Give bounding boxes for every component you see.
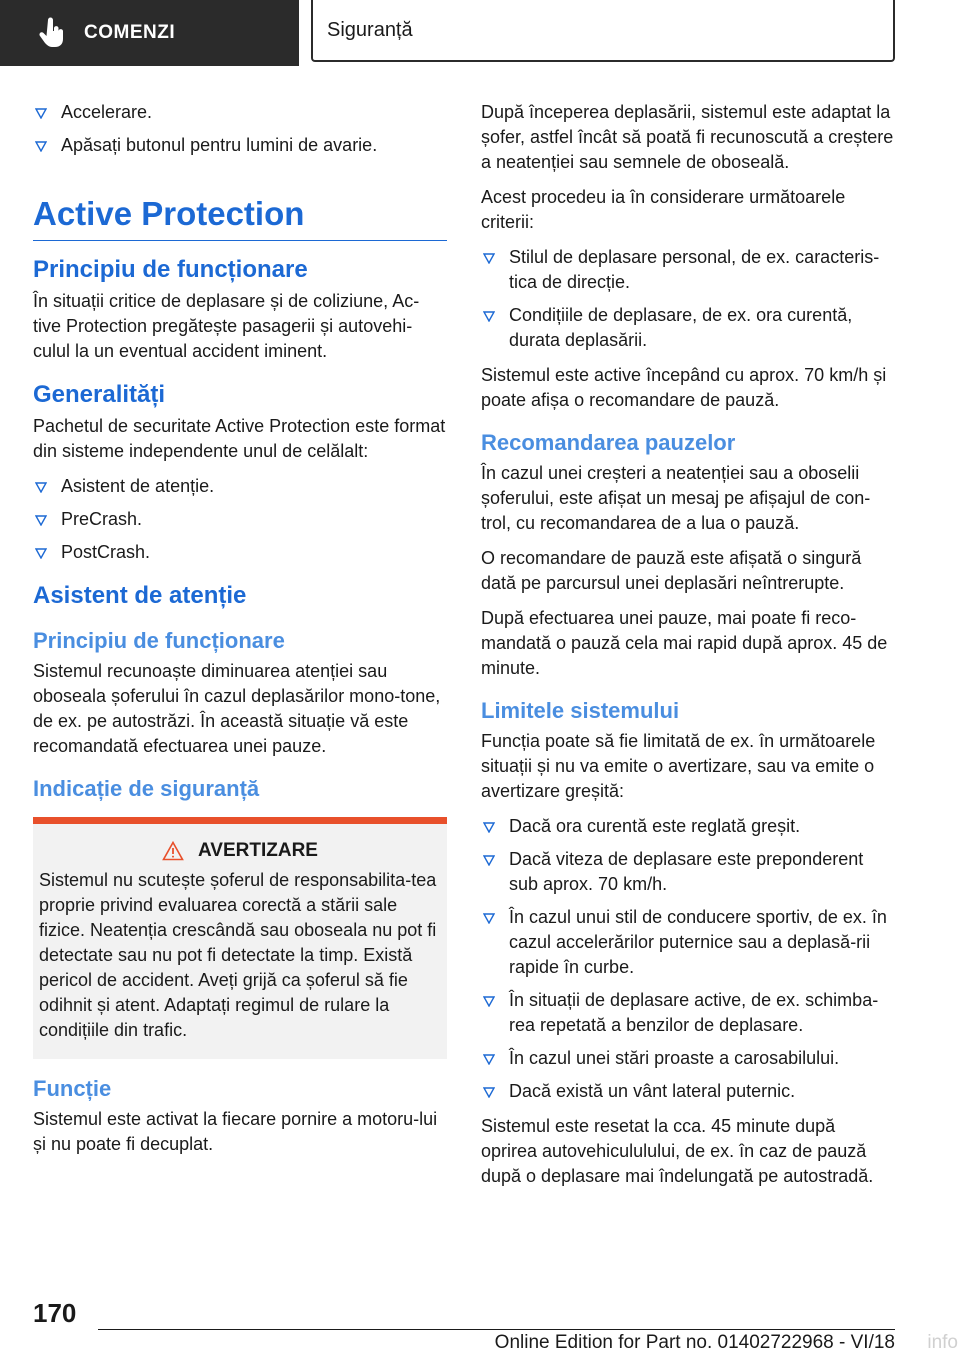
list-item: PreCrash. xyxy=(33,507,447,532)
paragraph: Pachetul de securitate Active Protection este format din sisteme independente unul de celălalt: xyxy=(33,416,446,461)
section-heading: Principiu de funcționare xyxy=(33,256,308,283)
warning-text: Sistemul nu scutește șoferul de responsabilita-tea proprie privind evaluarea corectă a stării sale fizice. Neatenția crescândă sau oboseala nu pot fi detectate sau nu pot fi detectate la timp. Există pericol de accident. Aveți grijă ca șoferul să fie odihnit și atent. Adaptați regimul de rulare la condițiile din trafic. xyxy=(39,870,437,1040)
footer-divider xyxy=(98,1329,895,1330)
triangle-bullet-icon xyxy=(483,1054,495,1065)
hand-pointer-icon xyxy=(36,17,68,49)
subsection-heading: Principiu de funcționare xyxy=(33,628,285,653)
triangle-bullet-icon xyxy=(483,1087,495,1098)
list-item: Condițiile de deplasare, de ex. ora curentă, durata deplasării. xyxy=(481,303,895,353)
component-list xyxy=(33,474,447,565)
paragraph: Sistemul recunoaște diminuarea atenției sau oboseala șoferului în cazul deplasărilor mono-tone, de ex. pe autostrăzi. În această situație vă este recomandată efectuarea unei pauze. xyxy=(33,661,441,756)
page-number: 170 xyxy=(33,1298,77,1328)
triangle-bullet-icon xyxy=(483,855,495,866)
triangle-bullet-icon xyxy=(35,515,47,526)
triangle-bullet-icon xyxy=(35,548,47,559)
triangle-bullet-icon xyxy=(35,482,47,493)
paragraph: După efectuarea unei pauze, mai poate fi reco-mandată o pauză cela mai rapid după aprox. 45 de minute. xyxy=(481,608,888,678)
watermark: info xyxy=(927,1332,958,1353)
list-item: Accelerare. xyxy=(33,100,447,125)
list-item: Apăsați butonul pentru lumini de avarie. xyxy=(33,133,447,158)
list-item: Dacă viteza de deplasare este preponderent sub aprox. 70 km/h. xyxy=(481,847,895,897)
list-item: În cazul unui stil de conducere sportiv, de ex. în cazul accelerărilor puternice sau a deplasă-rii rapide în curbe. xyxy=(481,905,895,980)
left-column xyxy=(33,100,447,1167)
list-item: În cazul unei stări proaste a carosabilului. xyxy=(481,1046,895,1071)
list-item: PostCrash. xyxy=(33,540,447,565)
triangle-bullet-icon xyxy=(483,822,495,833)
paragraph: Funcția poate să fie limitată de ex. în următoarele situații și nu va emite o avertizare, sau va emite o avertizare greșită: xyxy=(481,731,876,801)
paragraph: După începerea deplasării, sistemul este adaptat la șofer, astfel încât să poată fi recunoscută a creștere a neatenției sau semnele de oboseală. xyxy=(481,102,894,172)
paragraph: Sistemul este active începând cu aprox. 70 km/h și poate afișa o recomandare de pauză. xyxy=(481,365,887,410)
list-item: Asistent de atenție. xyxy=(33,474,447,499)
chapter-title: Siguranță xyxy=(311,0,895,62)
warning-box xyxy=(33,817,447,1059)
list-item: Dacă ora curentă este reglată greșit. xyxy=(481,814,895,839)
paragraph: Sistemul este activat la fiecare pornire a motoru-lui și nu poate fi decuplat. xyxy=(33,1109,438,1154)
warning-title: AVERTIZARE xyxy=(198,840,318,861)
subsection-heading: Limitele sistemului xyxy=(481,698,680,723)
list-item: În situații de deplasare active, de ex. schimba-rea repetată a benzilor de deplasare. xyxy=(481,988,895,1038)
paragraph: O recomandare de pauză este afișată o singură dată pe parcursul unei deplasări neîntrerupte. xyxy=(481,548,862,593)
triangle-bullet-icon xyxy=(483,913,495,924)
warning-header xyxy=(39,840,441,862)
subsection-heading: Recomandarea pauzelor xyxy=(481,430,736,455)
limits-list xyxy=(481,814,895,1104)
edition-text: Online Edition for Part no. 01402722968 - VI/18 xyxy=(494,1332,895,1353)
paragraph: În cazul unei creșteri a neatenției sau a oboselii șoferului, este afișat un mesaj pe afișajul de con-trol, cu recomandarea de a lua o pauză. xyxy=(481,463,871,533)
paragraph: Acest procedeu ia în considerare următoarele criterii: xyxy=(481,187,846,232)
triangle-bullet-icon xyxy=(483,311,495,322)
warning-triangle-icon xyxy=(162,841,184,861)
triangle-bullet-icon xyxy=(483,253,495,264)
triangle-bullet-icon xyxy=(35,141,47,152)
section-heading: Generalități xyxy=(33,381,166,408)
list-item: Stilul de deplasare personal, de ex. caracteris-tica de direcție. xyxy=(481,245,895,295)
intro-list xyxy=(33,100,447,158)
paragraph: Sistemul este resetat la cca. 45 minute după oprirea autovehicululului, de ex. în caz de pauză după o deplasare mai îndelungată pe autostradă. xyxy=(481,1116,874,1186)
page-header xyxy=(0,0,960,66)
right-column xyxy=(481,100,895,1199)
main-heading: Active Protection xyxy=(33,194,447,241)
list-item: Dacă există un vânt lateral puternic. xyxy=(481,1079,895,1104)
subsection-heading: Funcție xyxy=(33,1076,112,1101)
subsection-heading: Indicație de siguranță xyxy=(33,776,260,801)
section-heading: Asistent de atenție xyxy=(33,582,247,609)
section-tab-label: COMENZI xyxy=(84,22,176,43)
criteria-list xyxy=(481,245,895,353)
triangle-bullet-icon xyxy=(483,996,495,1007)
triangle-bullet-icon xyxy=(35,108,47,119)
section-tab[interactable] xyxy=(0,0,299,66)
paragraph: În situații critice de deplasare și de coliziune, Ac-tive Protection pregătește pasagerii și autovehi-culul la un eventual accident iminent. xyxy=(33,291,420,361)
